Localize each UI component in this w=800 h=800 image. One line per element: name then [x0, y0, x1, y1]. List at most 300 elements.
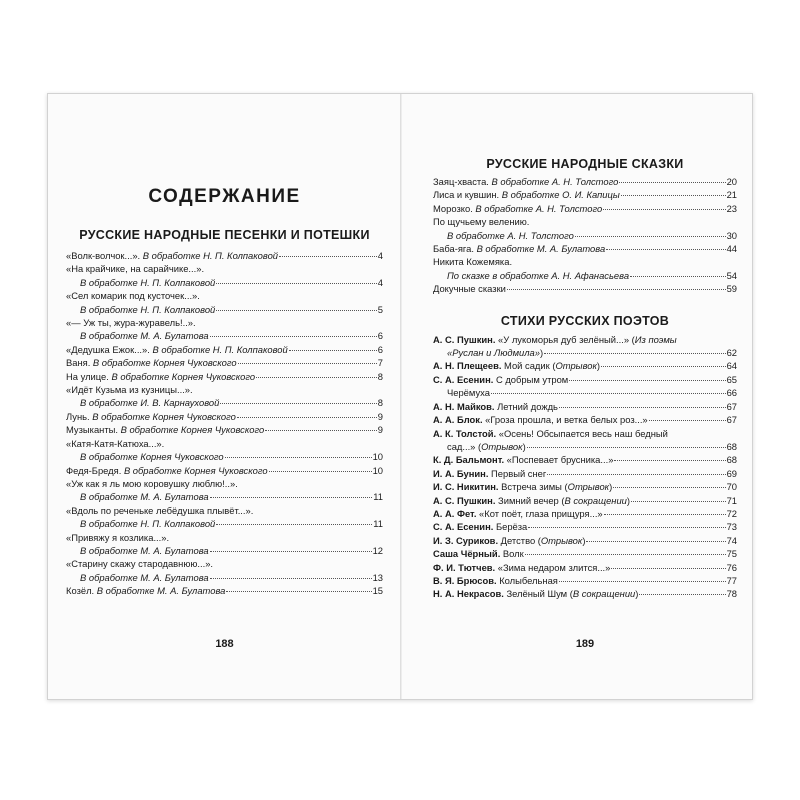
entry-title [433, 574, 558, 587]
toc-line [433, 547, 737, 560]
dot-leader [569, 380, 725, 381]
toc-list-folk-tales [433, 175, 737, 296]
toc-line [66, 370, 383, 383]
entry-title [433, 242, 605, 255]
toc-entry [433, 175, 737, 188]
entry-title [66, 316, 196, 329]
entry-note: В обработке А. Н. Толстого [488, 176, 619, 187]
entry-title [66, 423, 264, 436]
entry-author: А. С. Пушкин. [433, 333, 496, 345]
entry-text: «Вдоль по реченьке лебёдушка плывёт...». [66, 504, 254, 516]
entry-page-number: 72 [726, 507, 737, 519]
dot-leader [210, 336, 377, 337]
toc-entry [66, 410, 383, 423]
dot-leader [619, 182, 725, 183]
entry-author: А. Н. Плещеев. [433, 360, 502, 372]
toc-line [433, 467, 737, 480]
entry-page-number: 7 [377, 357, 383, 369]
toc-line [433, 333, 737, 346]
dot-leader [604, 514, 726, 515]
entry-text: «Дедушка Ежок...». [66, 343, 150, 355]
toc-entry [66, 316, 383, 343]
entry-author: А. А. Фет. [433, 507, 477, 519]
entry-title [66, 396, 219, 409]
entry-text: «Идёт Кузьма из кузницы...». [66, 384, 193, 396]
toc-entry [433, 282, 737, 295]
entry-page-number: 5 [377, 303, 383, 315]
toc-line [433, 587, 737, 600]
entry-note: В сокращении [564, 494, 627, 506]
dot-leader [269, 471, 372, 472]
entry-tail: ) [609, 481, 613, 493]
entry-title [433, 467, 546, 480]
entry-note: Отрывок [481, 440, 523, 452]
entry-page-number: 8 [377, 370, 383, 382]
toc-line [66, 490, 383, 503]
toc-line [66, 356, 383, 369]
entry-title [433, 520, 527, 533]
entry-page-number: 73 [726, 521, 737, 533]
section-title-poems: СТИХИ РУССКИХ ПОЭТОВ [500, 313, 670, 328]
toc-line [433, 282, 737, 295]
entry-note: В обработке Н. П. Колпаковой [140, 250, 279, 261]
entry-note: В обработке Корнея Чуковского [90, 357, 237, 369]
toc-entry [66, 423, 383, 436]
toc-entry [66, 343, 383, 356]
toc-entry [433, 188, 737, 201]
entry-page-number: 44 [726, 243, 737, 255]
entry-title [433, 175, 618, 188]
toc-entry [433, 520, 737, 533]
entry-note: По сказке в обработке А. Н. Афанасьева [447, 269, 630, 281]
toc-entry [433, 480, 737, 493]
toc-entry [66, 249, 383, 262]
dot-leader [611, 568, 725, 569]
dot-leader [603, 209, 725, 210]
entry-page-number: 74 [726, 534, 737, 546]
entry-title [66, 437, 164, 450]
toc-entry [66, 383, 383, 410]
entry-text: «Уж как я ль мою коровушку люблю!..». [66, 477, 238, 489]
toc-line [66, 316, 383, 329]
entry-tail: ) [539, 347, 544, 359]
entry-title [433, 480, 612, 493]
entry-title [433, 188, 620, 201]
toc-entry [433, 215, 737, 242]
toc-line [66, 437, 383, 450]
entry-author: А. А. Блок. [433, 414, 483, 426]
toc-line [66, 504, 383, 517]
toc-entry [433, 467, 737, 480]
dot-leader [491, 393, 726, 394]
dot-leader [606, 249, 725, 250]
toc-line [433, 520, 737, 533]
entry-title [66, 571, 209, 584]
entry-text: «— Уж ты, журa-журавель!..». [66, 317, 196, 329]
toc-entry [66, 437, 383, 464]
toc-line [66, 531, 383, 544]
entry-author: А. К. Толстой. [433, 427, 497, 439]
dot-leader [559, 407, 726, 408]
entry-note: В обработке А. Н. Толстого [447, 229, 574, 241]
entry-text: Никита Кожемяка. [433, 256, 513, 268]
toc-line [433, 229, 737, 242]
entry-title [66, 329, 209, 342]
entry-text: Ваня. [66, 357, 91, 369]
entry-text: «На крайчике, на сарайчике...». [66, 263, 205, 275]
entry-page-number: 66 [726, 387, 737, 399]
entry-text: «Привяжу я козлика...». [66, 531, 170, 543]
entry-note: В обработке Корнея Чуковского [108, 370, 256, 382]
toc-entry [433, 255, 737, 282]
entry-note: В обработке О. И. Капицы [499, 189, 620, 201]
entry-text: Зимний вечер ( [495, 494, 565, 506]
entry-title [66, 370, 255, 383]
entry-text: «Волк-волчок...». [66, 250, 141, 261]
entry-page-number: 4 [377, 276, 383, 288]
toc-line [433, 440, 737, 453]
page-number-left: 188 [215, 638, 234, 650]
entry-title [66, 544, 209, 557]
entry-author: А. С. Пушкин. [433, 494, 496, 506]
entry-author: Ф. И. Тютчев. [433, 561, 496, 573]
entry-title [433, 440, 526, 453]
entry-title [433, 507, 603, 520]
dot-leader [225, 457, 372, 458]
toc-line [433, 373, 737, 386]
entry-page-number: 59 [726, 283, 737, 295]
entry-title [66, 477, 238, 490]
entry-text: Встреча зимы ( [498, 481, 568, 493]
entry-title [433, 359, 600, 372]
entry-text: «Катя-Катя-Катюха...». [66, 437, 165, 449]
dot-leader [210, 497, 373, 498]
entry-text: «Поспевает брусника...» [504, 454, 614, 466]
entry-page-number: 10 [372, 464, 383, 476]
toc-line [66, 249, 383, 262]
entry-title [433, 229, 574, 242]
entry-text: Черёмуха [447, 387, 490, 399]
entry-text: Летний дождь [494, 400, 558, 412]
toc-entry [66, 531, 383, 558]
entry-page-number: 15 [372, 585, 383, 597]
entry-text: Волк [500, 548, 524, 560]
entry-page-number: 71 [726, 494, 737, 506]
toc-line [66, 557, 383, 570]
toc-entry [433, 359, 737, 372]
toc-entry [433, 427, 737, 454]
toc-entry [433, 333, 737, 360]
entry-title [66, 249, 278, 262]
entry-note: В обработке М. А. Булатова [473, 243, 606, 255]
dot-leader [649, 420, 726, 421]
toc-line [433, 346, 737, 359]
dot-leader [279, 256, 377, 257]
entry-title [66, 450, 224, 463]
entry-text: «Гроза прошла, и ветка белых роз...» [482, 414, 648, 426]
dot-leader [621, 195, 726, 196]
entry-note: В обработке М. А. Булатова [94, 585, 226, 597]
toc-line [66, 584, 383, 597]
contents-heading: СОДЕРЖАНИЕ [148, 186, 301, 207]
entry-title [66, 343, 288, 356]
entry-page-number: 21 [726, 189, 737, 201]
entry-title [433, 269, 629, 282]
dot-leader [289, 350, 377, 351]
dot-leader [226, 591, 371, 592]
toc-line [433, 413, 737, 426]
dot-leader [237, 417, 377, 418]
dot-leader [586, 541, 725, 542]
dot-leader [614, 460, 725, 461]
entry-page-number: 78 [726, 588, 737, 600]
toc-entry [66, 504, 383, 531]
entry-text: «Зима недаром злится...» [495, 561, 611, 573]
entry-text: сад...» ( [447, 440, 482, 452]
entry-text: Мой садик ( [501, 360, 556, 372]
entry-title [66, 303, 215, 316]
entry-page-number: 62 [726, 347, 737, 359]
toc-entry [66, 262, 383, 289]
entry-title [433, 373, 568, 386]
dot-leader [220, 403, 376, 404]
entry-text: Федя-Бредя. [66, 464, 122, 476]
entry-text: Детство ( [498, 534, 541, 546]
dot-leader [630, 276, 726, 277]
toc-line [433, 507, 737, 520]
section-title-folk-tales: РУССКИЕ НАРОДНЫЕ СКАЗКИ [486, 157, 684, 171]
toc-line [433, 269, 737, 282]
entry-author: Н. А. Некрасов. [433, 588, 504, 600]
entry-author: В. Я. Брюсов. [433, 574, 497, 586]
entry-page-number: 23 [726, 202, 737, 214]
entry-page-number: 77 [726, 574, 737, 586]
entry-page-number: 54 [726, 269, 737, 281]
entry-title [433, 346, 543, 359]
entry-author: И. С. Никитин. [433, 481, 499, 493]
book-spine [400, 94, 402, 699]
entry-text: Музыканты. [66, 424, 118, 436]
entry-page-number: 64 [726, 360, 737, 372]
entry-note: Отрывок [567, 481, 610, 493]
toc-entry [433, 547, 737, 560]
entry-title [433, 427, 668, 440]
entry-note: В сокращении [572, 588, 636, 600]
entry-page-number: 10 [372, 451, 383, 463]
entry-tail: ) [635, 588, 639, 600]
entry-text: «Кот поёт, глаза прищуря...» [476, 507, 603, 519]
entry-text: Лиса и кувшин. [433, 189, 500, 201]
entry-page-number: 30 [726, 229, 737, 241]
dot-leader [601, 366, 726, 367]
entry-title [66, 584, 225, 597]
entry-note: В обработке Н. П. Колпаковой [80, 303, 216, 315]
entry-text: «Сел комарик под кусточек...». [66, 290, 200, 302]
toc-line [66, 544, 383, 557]
entry-title [433, 215, 529, 228]
entry-title [66, 517, 215, 530]
toc-list-poems [433, 333, 737, 601]
entry-author: К. Д. Бальмонт. [433, 454, 505, 466]
entry-title [433, 255, 512, 268]
toc-line [433, 202, 737, 215]
entry-page-number: 9 [377, 410, 383, 422]
dot-leader [216, 283, 377, 284]
entry-page-number: 11 [373, 491, 383, 503]
toc-line [433, 480, 737, 493]
dot-leader [256, 377, 377, 378]
entry-text: Козёл. [66, 585, 95, 597]
entry-page-number: 8 [377, 397, 383, 409]
entry-note: В обработке Н. П. Колпаковой [80, 276, 216, 288]
dot-leader [631, 501, 726, 502]
entry-page-number: 68 [726, 454, 737, 466]
entry-page-number: 67 [726, 414, 737, 426]
entry-text: Лунь. [66, 410, 90, 422]
entry-title [433, 413, 648, 426]
entry-note: В обработке Корнея Чуковского [89, 410, 236, 422]
entry-text: С добрым утром [493, 373, 569, 385]
entry-title [433, 561, 610, 574]
entry-page-number: 6 [377, 330, 383, 342]
dot-leader [544, 353, 725, 354]
entry-author: С. А. Есенин. [433, 373, 494, 385]
entry-page-number: 12 [372, 544, 383, 556]
entry-author: И. А. Бунин. [433, 467, 489, 479]
entry-note: Отрывок [540, 534, 583, 546]
entry-title [433, 547, 524, 560]
toc-entry [433, 587, 737, 600]
entry-tail: ) [522, 440, 526, 452]
entry-page-number: 6 [377, 343, 383, 355]
toc-line [433, 400, 737, 413]
right-page [433, 94, 737, 699]
entry-title [433, 282, 506, 295]
dot-leader [265, 430, 377, 431]
toc-entry [66, 356, 383, 369]
entry-title [433, 534, 585, 547]
dot-leader [216, 524, 372, 525]
toc-line [66, 517, 383, 530]
toc-entry [433, 494, 737, 507]
toc-line [66, 303, 383, 316]
dot-leader [210, 551, 372, 552]
entry-note: В обработке М. А. Булатова [80, 571, 209, 583]
entry-text: «Осень! Обсыпается весь наш бедный [496, 427, 668, 439]
toc-entry [66, 584, 383, 597]
toc-entry [433, 400, 737, 413]
entry-page-number: 75 [726, 548, 737, 560]
toc-entry [433, 373, 737, 400]
toc-entry [66, 464, 383, 477]
toc-line [433, 561, 737, 574]
entry-note: В обработке Корнея Чуковского [117, 424, 265, 436]
toc-line [433, 215, 737, 228]
entry-note: Из поэмы [634, 333, 677, 345]
toc-line [433, 494, 737, 507]
toc-entry [433, 413, 737, 426]
entry-author: И. З. Суриков. [433, 534, 499, 546]
entry-title [66, 490, 209, 503]
entry-title [433, 587, 638, 600]
open-book [47, 93, 753, 700]
toc-line [66, 464, 383, 477]
entry-text: Колыбельная [496, 574, 558, 586]
toc-entry [433, 507, 737, 520]
toc-line [66, 262, 383, 275]
entry-page-number: 11 [373, 518, 383, 530]
entry-title [433, 494, 630, 507]
entry-note: В обработке Корнея Чуковского [121, 464, 268, 476]
toc-list-folk-songs [66, 249, 383, 598]
entry-title [66, 557, 213, 570]
entry-text: Докучные сказки [433, 283, 506, 295]
toc-entry [433, 534, 737, 547]
toc-line [66, 410, 383, 423]
toc-entry [66, 477, 383, 504]
toc-line [433, 175, 737, 188]
section-title-folk-songs: РУССКИЕ НАРОДНЫЕ ПЕСЕНКИ И ПОТЕШКИ [79, 228, 370, 242]
entry-author: С. А. Есенин. [433, 521, 494, 533]
entry-title [433, 386, 490, 399]
entry-page-number: 69 [726, 467, 737, 479]
page-number-right: 189 [575, 638, 595, 650]
dot-leader [613, 487, 725, 488]
entry-text: Берёза [493, 521, 528, 533]
entry-author: Саша Чёрный. [433, 548, 501, 560]
entry-tail: ) [596, 360, 601, 372]
dot-leader [639, 594, 725, 595]
toc-line [66, 383, 383, 396]
dot-leader [547, 474, 725, 475]
toc-line [66, 289, 383, 302]
entry-note: В обработке Корнея Чуковского [80, 451, 224, 463]
toc-line [433, 188, 737, 201]
entry-title [66, 531, 169, 544]
toc-entry [433, 242, 737, 255]
entry-title [433, 202, 602, 215]
entry-page-number: 20 [726, 176, 737, 187]
entry-text: «У лукоморья дуб зелёный...» ( [495, 333, 635, 345]
entry-author: А. Н. Майков. [433, 400, 495, 412]
dot-leader [525, 554, 726, 555]
toc-line [433, 427, 737, 440]
entry-page-number: 13 [372, 571, 383, 583]
toc-line [433, 242, 737, 255]
entry-note: В обработке М. А. Булатова [80, 544, 209, 556]
toc-entry [66, 289, 383, 316]
toc-line [433, 574, 737, 587]
entry-note: Отрывок [555, 360, 597, 372]
toc-entry [433, 574, 737, 587]
entry-text: «Старину скажу стародавнюю...». [66, 558, 214, 570]
toc-line [433, 255, 737, 268]
toc-line [433, 534, 737, 547]
toc-line [66, 450, 383, 463]
dot-leader [527, 447, 726, 448]
toc-line [66, 477, 383, 490]
toc-line [66, 396, 383, 409]
entry-page-number: 76 [726, 561, 737, 573]
entry-note: В обработке Н. П. Колпаковой [149, 343, 288, 355]
toc-line [66, 571, 383, 584]
entry-title [66, 289, 200, 302]
entry-text: Морозко. [433, 202, 473, 214]
toc-line [433, 453, 737, 466]
entry-title [66, 262, 204, 275]
toc-line [66, 276, 383, 289]
entry-text: По щучьему велению. [433, 216, 530, 228]
